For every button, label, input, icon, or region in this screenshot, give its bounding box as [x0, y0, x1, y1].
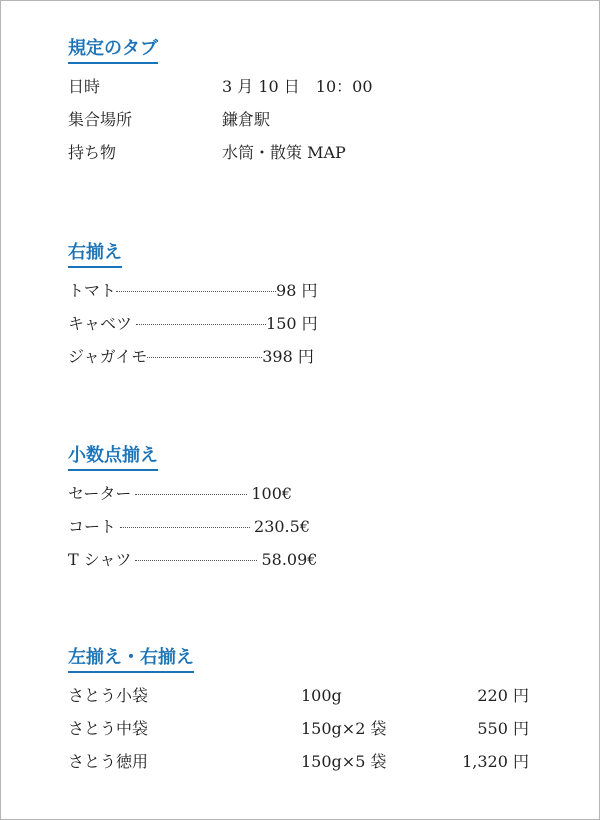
dot-leader: [147, 357, 262, 358]
item-price: 230.5€: [254, 517, 310, 536]
section-decimal-align: [68, 444, 318, 576]
list-item: [68, 103, 271, 136]
item-price: 220 円: [477, 686, 529, 705]
section-right-align: [68, 241, 318, 373]
section-left-right-align: [68, 646, 529, 778]
item-value: 鎌倉駅: [222, 110, 271, 129]
dot-leader: [135, 560, 257, 561]
item-line: [68, 307, 318, 340]
list-item: [68, 543, 318, 576]
list-item: [68, 340, 314, 373]
dot-leader: [120, 527, 250, 528]
list-item: [68, 274, 318, 307]
dot-leader: [136, 324, 266, 325]
item-price: 150 円: [266, 314, 318, 333]
item-name: コート: [68, 517, 117, 536]
item-line: [68, 340, 314, 373]
list-item: [68, 510, 310, 543]
item-name: T シャツ: [68, 550, 132, 569]
section-heading: 右揃え: [68, 241, 122, 268]
table-row: [68, 745, 529, 778]
table-row: [68, 679, 529, 712]
item-label: 集合場所: [68, 110, 133, 129]
section-heading: 小数点揃え: [68, 444, 158, 471]
item-size: 100g: [301, 686, 342, 705]
item-price: 1,320 円: [462, 752, 529, 771]
dot-leader: [135, 494, 247, 495]
item-price: 100€: [251, 484, 293, 503]
item-value: 水筒・散策 MAP: [222, 143, 346, 162]
list-item: [68, 136, 346, 169]
item-line: [68, 510, 310, 543]
item-name: さとう中袋: [68, 719, 149, 738]
item-value: 3 月 10 日 10：00: [222, 77, 373, 96]
item-name: キャベツ: [68, 314, 133, 333]
dot-leader: [116, 291, 276, 292]
item-name: トマト: [68, 281, 117, 300]
item-size: 150g×5 袋: [301, 752, 387, 771]
item-line: [68, 543, 317, 576]
section-default-tabs: [68, 37, 373, 169]
item-line: [68, 477, 292, 510]
item-price: 398 円: [262, 347, 314, 366]
item-name: セーター: [68, 484, 132, 503]
item-name: ジャガイモ: [68, 347, 148, 366]
list-item: [68, 307, 318, 340]
list-item: [68, 70, 373, 103]
item-size: 150g×2 袋: [301, 719, 387, 738]
item-price: 550 円: [477, 719, 529, 738]
item-label: 日時: [68, 77, 101, 96]
table-row: [68, 712, 529, 745]
item-label: 持ち物: [68, 143, 117, 162]
item-name: さとう徳用: [68, 752, 149, 771]
item-price: 58.09€: [261, 550, 318, 569]
section-heading: 左揃え・右揃え: [68, 646, 194, 673]
list-item: [68, 477, 293, 510]
item-name: さとう小袋: [68, 686, 149, 705]
item-line: [68, 274, 317, 307]
section-heading: 規定のタブ: [68, 37, 158, 64]
item-price: 98 円: [276, 281, 318, 300]
